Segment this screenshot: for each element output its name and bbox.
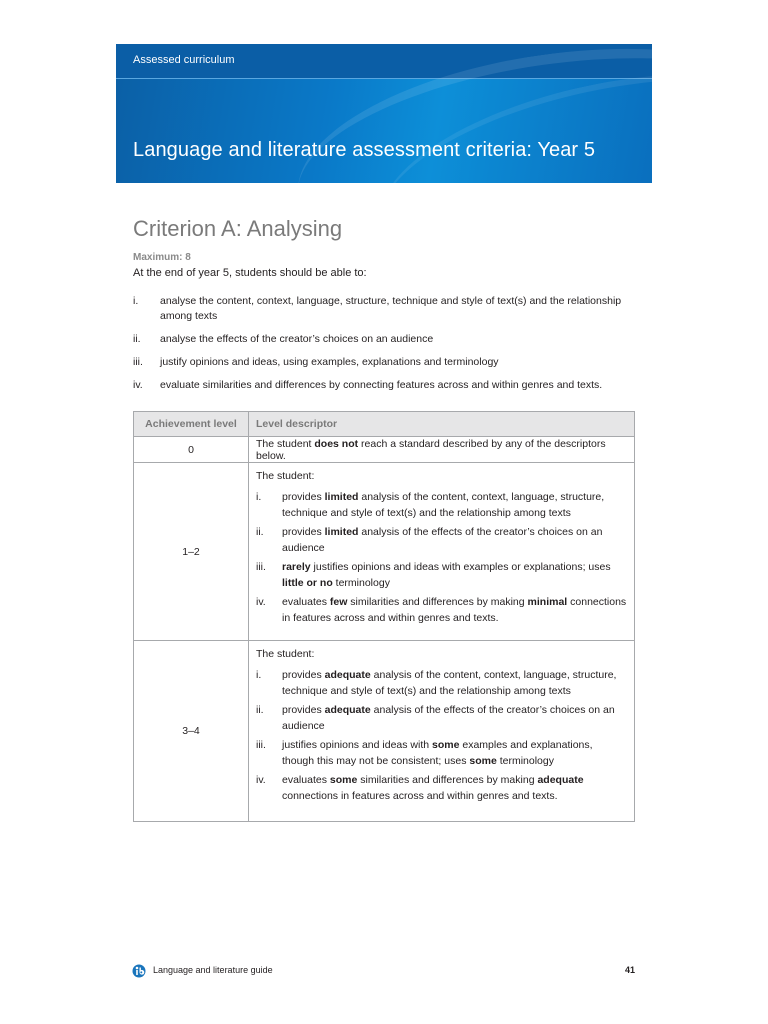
descriptor-text: analysis of the content, context, language, structure, technique and style of text(s) and the relationship among texts [282,491,605,519]
descriptor-number: ii. [256,704,264,716]
descriptor-cell [249,641,635,822]
descriptor-text: connections in features across and within genres and texts. [282,596,627,624]
criterion-title: Criterion A: Analysing [133,216,343,241]
ib-logo-icon [132,964,146,978]
descriptor-text: provides [282,526,325,538]
descriptor-text: evaluates [282,596,330,608]
descriptor-text: analysis of the effects of the creator’s choices on an audience [282,526,603,554]
descriptor-emphasis: does not [314,437,359,450]
descriptor-number: i. [256,491,262,503]
objective-text: justify opinions and ideas, using examples, explanations and terminology [160,356,499,368]
descriptor-text: similarities and differences by making [357,774,538,786]
objective-item [133,378,643,393]
descriptor-emphasis: limited [324,491,359,503]
descriptor-lead: The student: [256,648,315,660]
descriptor-text: terminology [496,755,554,767]
descriptor-item [256,524,627,556]
page-number: 41 [625,965,636,975]
objective-text: evaluate similarities and differences by connecting features across and within genres and texts. [160,379,603,391]
objective-number: ii. [133,333,141,345]
descriptor-emphasis: adequate [324,704,371,716]
section-label: Assessed curriculum [133,54,235,66]
descriptor-number: iii. [256,739,266,751]
descriptor-text: provides [282,669,325,681]
descriptor-emphasis: minimal [527,596,568,608]
descriptor-number: i. [256,669,262,681]
descriptor-text: provides [282,704,325,716]
column-header-level-descriptor: Level descriptor [249,412,635,437]
page-title: Language and literature assessment criteria: Year 5 [133,139,596,161]
descriptor-number: ii. [256,526,264,538]
descriptor-emphasis: rarely [282,561,311,573]
achievement-level-cell: 0 [134,437,249,463]
descriptor-text: similarities and differences by making [347,596,528,608]
descriptor-item [256,737,627,769]
descriptor-emphasis: some [432,739,460,751]
descriptor-emphasis: few [329,596,348,608]
achievement-level-cell: 1–2 [134,463,249,641]
descriptor-cell [249,463,635,641]
descriptor-number: iv. [256,774,266,786]
objective-number: iv. [133,379,143,391]
column-header-achievement-level: Achievement level [134,412,249,437]
achievement-level-cell: 3–4 [134,641,249,822]
descriptor-emphasis: adequate [324,669,371,681]
descriptor-list [256,667,627,804]
objective-text: analyse the content, context, language, structure, technique and style of text(s) and the relationship among texts [160,295,622,322]
objective-list [133,294,643,401]
descriptor-number: iii. [256,561,266,573]
criterion-maximum: Maximum: 8 [133,252,191,263]
objective-number: iii. [133,356,143,368]
descriptor-emphasis: some [469,755,497,767]
descriptor-text: justifies opinions and ideas with [282,739,433,751]
objective-number: i. [133,295,139,307]
objective-item [133,355,643,370]
descriptor-emphasis: some [329,774,358,786]
descriptor-text: justifies opinions and ideas with examples or explanations; uses [310,561,611,573]
table-row [134,437,635,463]
descriptor-item [256,702,627,734]
descriptor-text: connections in features across and within genres and texts. [282,790,558,802]
descriptor-list [256,489,627,626]
descriptor-text: The student [256,437,315,450]
descriptor-item [256,489,627,521]
descriptor-item [256,594,627,626]
objective-item [133,332,643,347]
descriptor-emphasis: little or no [282,577,333,589]
table-row [134,641,635,822]
descriptor-cell [249,437,635,463]
descriptor-item [256,667,627,699]
descriptor-emphasis: limited [324,526,359,538]
descriptor-item [256,772,627,804]
descriptor-text: examples and explanations, though this may not be consistent; uses [282,739,593,767]
descriptor-text: evaluates [282,774,330,786]
table-row [134,463,635,641]
descriptor-number: iv. [256,596,266,608]
descriptor-text: analysis of the effects of the creator’s choices on an audience [282,704,615,732]
footer-guide-title: Language and literature guide [153,965,273,975]
descriptor-text: provides [282,491,325,503]
objective-item [133,294,643,324]
descriptor-emphasis: adequate [537,774,584,786]
descriptor-lead: The student: [256,470,315,482]
header-banner [116,44,652,183]
achievement-table [133,411,635,822]
descriptor-item [256,559,627,591]
descriptor-text: reach a standard described by any of the descriptors below. [256,437,606,462]
table-header-row [134,412,635,437]
descriptor-text: analysis of the content, context, language, structure, technique and style of text(s) and the relationship among texts [282,669,617,697]
criterion-intro: At the end of year 5, students should be able to: [133,267,367,279]
objective-text: analyse the effects of the creator’s choices on an audience [160,333,434,345]
descriptor-text: terminology [332,577,390,589]
